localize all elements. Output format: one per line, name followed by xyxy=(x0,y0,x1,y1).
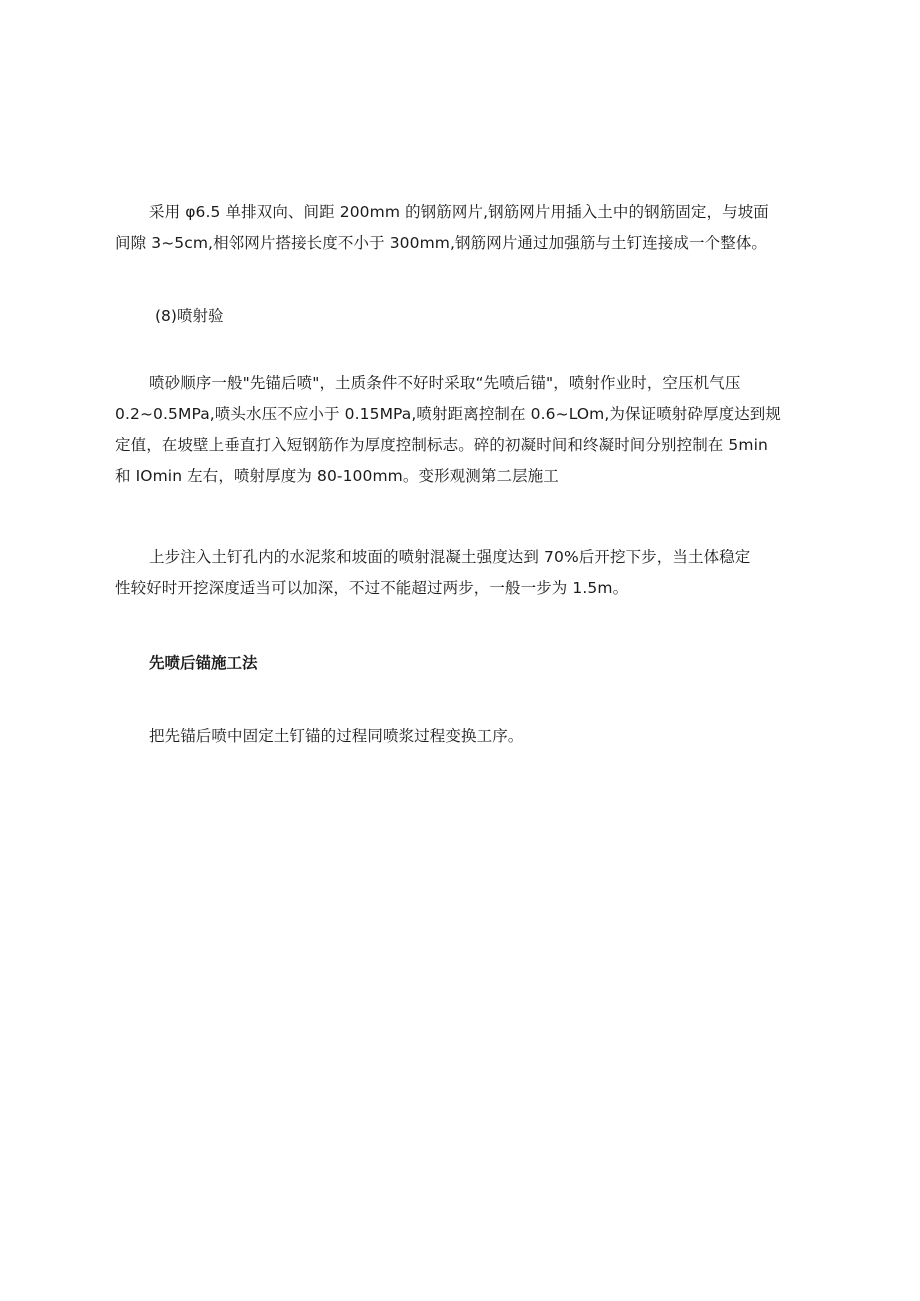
paragraph-line: 上步注入土钉孔内的水泥浆和坡面的喷射混凝土强度达到 70%后开挖下步，当土体稳定 xyxy=(149,548,751,566)
paragraph-line: 采用 φ6.5 单排双向、间距 200mm 的钢筋网片,钢筋网片用插入土中的钢筋固定，与坡面 xyxy=(149,203,769,221)
paragraph-line: 喷砂顺序一般"先锚后喷"，土质条件不好时采取“先喷后锚"，喷射作业时，空压机气压 xyxy=(149,374,741,392)
paragraph-line: 和 IOmin 左右，喷射厚度为 80-100mm。变形观测第二层施工 xyxy=(115,467,559,485)
paragraph-line: 把先锚后喷中固定土钉锚的过程同喷浆过程变换工序。 xyxy=(149,727,524,745)
paragraph-line: 性较好时开挖深度适当可以加深，不过不能超过两步，一般一步为 1.5m。 xyxy=(115,579,629,597)
paragraph-line: 定值，在坡壁上垂直打入短钢筋作为厚度控制标志。碎的初凝时间和终凝时间分别控制在 5min xyxy=(115,436,768,454)
paragraph-spraying xyxy=(115,368,815,492)
paragraph-excavation xyxy=(115,542,815,604)
section-heading-8: (8)喷射验 xyxy=(155,307,224,325)
paragraph-mesh xyxy=(115,197,815,259)
paragraph-procedure-swap xyxy=(115,721,815,752)
section-heading-spray-first: 先喷后锚施工法 xyxy=(149,654,258,672)
paragraph-line: 0.2~0.5MPa,喷头水压不应小于 0.15MPa,喷射距离控制在 0.6~LOm,为保证喷射砕厚度达到规 xyxy=(115,405,781,423)
paragraph-line: 间隙 3~5cm,相邻网片搭接长度不小于 300mm,钢筋网片通过加强筋与土钉连接成一个整体。 xyxy=(115,234,768,252)
